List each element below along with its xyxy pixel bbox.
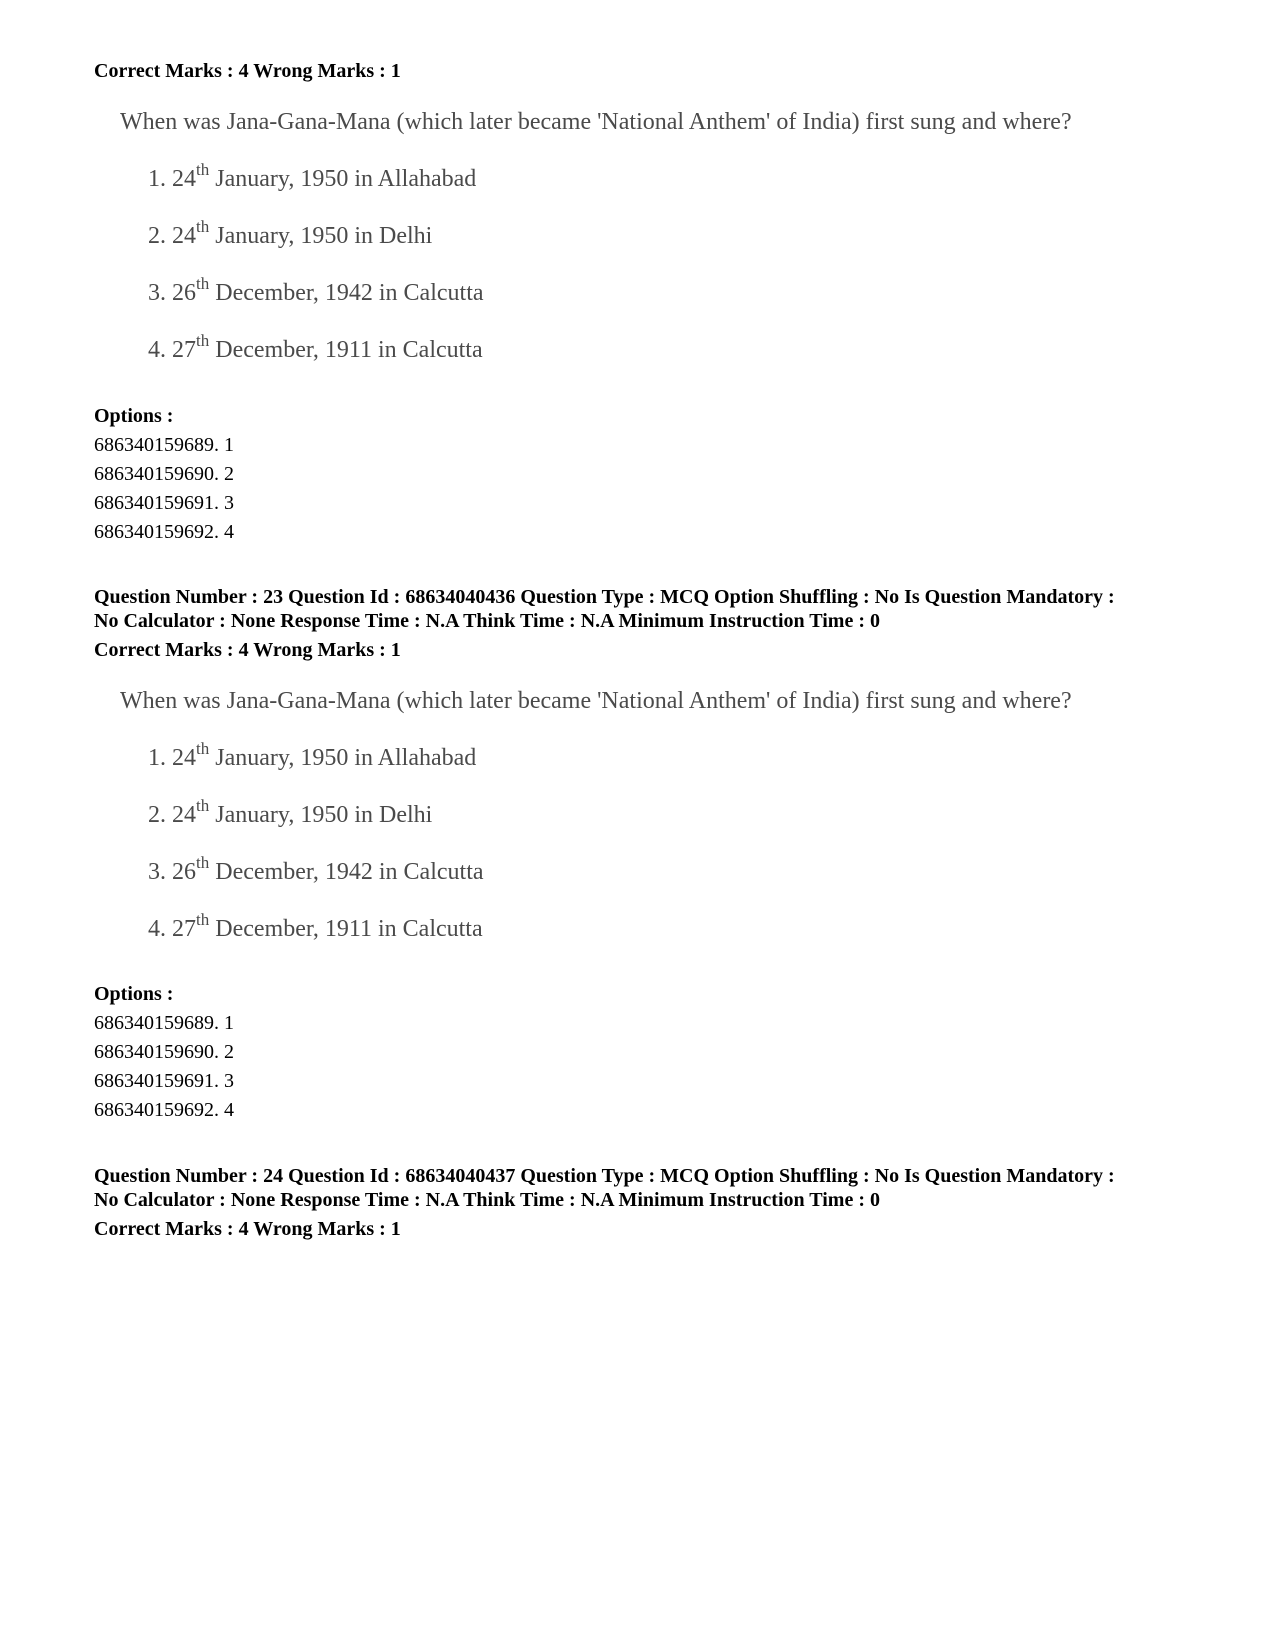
options-label: Options :	[94, 983, 174, 1005]
option-row: 686340159692. 4	[94, 1099, 234, 1121]
question-header-line2: No Calculator : None Response Time : N.A Think Time : N.A Minimum Instruction Time : 0	[94, 610, 880, 632]
option-row: 686340159690. 2	[94, 463, 234, 485]
marks-line: Correct Marks : 4 Wrong Marks : 1	[94, 639, 401, 661]
question-choice: 2. 24th January, 1950 in Delhi	[148, 796, 433, 828]
option-row: 686340159689. 1	[94, 434, 234, 456]
option-row: 686340159690. 2	[94, 1041, 234, 1063]
marks-line: Correct Marks : 4 Wrong Marks : 1	[94, 60, 401, 82]
question-choice: 1. 24th January, 1950 in Allahabad	[148, 160, 477, 192]
question-choice: 3. 26th December, 1942 in Calcutta	[148, 274, 484, 306]
question-header-line1: Question Number : 24 Question Id : 68634040437 Question Type : MCQ Option Shuffling : No Is Question Mandatory :	[94, 1165, 1115, 1187]
options-label: Options :	[94, 405, 174, 427]
question-header-line2: No Calculator : None Response Time : N.A Think Time : N.A Minimum Instruction Time : 0	[94, 1189, 880, 1211]
option-row: 686340159691. 3	[94, 1070, 234, 1092]
option-row: 686340159689. 1	[94, 1012, 234, 1034]
question-text: When was Jana-Gana-Mana (which later became 'National Anthem' of India) first sung and where?	[120, 688, 1072, 714]
marks-line: Correct Marks : 4 Wrong Marks : 1	[94, 1218, 401, 1240]
option-row: 686340159692. 4	[94, 521, 234, 543]
option-row: 686340159691. 3	[94, 492, 234, 514]
question-text: When was Jana-Gana-Mana (which later became 'National Anthem' of India) first sung and where?	[120, 109, 1072, 135]
question-image	[94, 686, 1094, 976]
question-choice: 1. 24th January, 1950 in Allahabad	[148, 739, 477, 771]
question-image	[94, 107, 1094, 397]
question-choice: 4. 27th December, 1911 in Calcutta	[148, 910, 483, 942]
question-header-line1: Question Number : 23 Question Id : 68634040436 Question Type : MCQ Option Shuffling : No Is Question Mandatory :	[94, 586, 1115, 608]
question-choice: 3. 26th December, 1942 in Calcutta	[148, 853, 484, 885]
question-choice: 4. 27th December, 1911 in Calcutta	[148, 331, 483, 363]
question-choice: 2. 24th January, 1950 in Delhi	[148, 217, 433, 249]
